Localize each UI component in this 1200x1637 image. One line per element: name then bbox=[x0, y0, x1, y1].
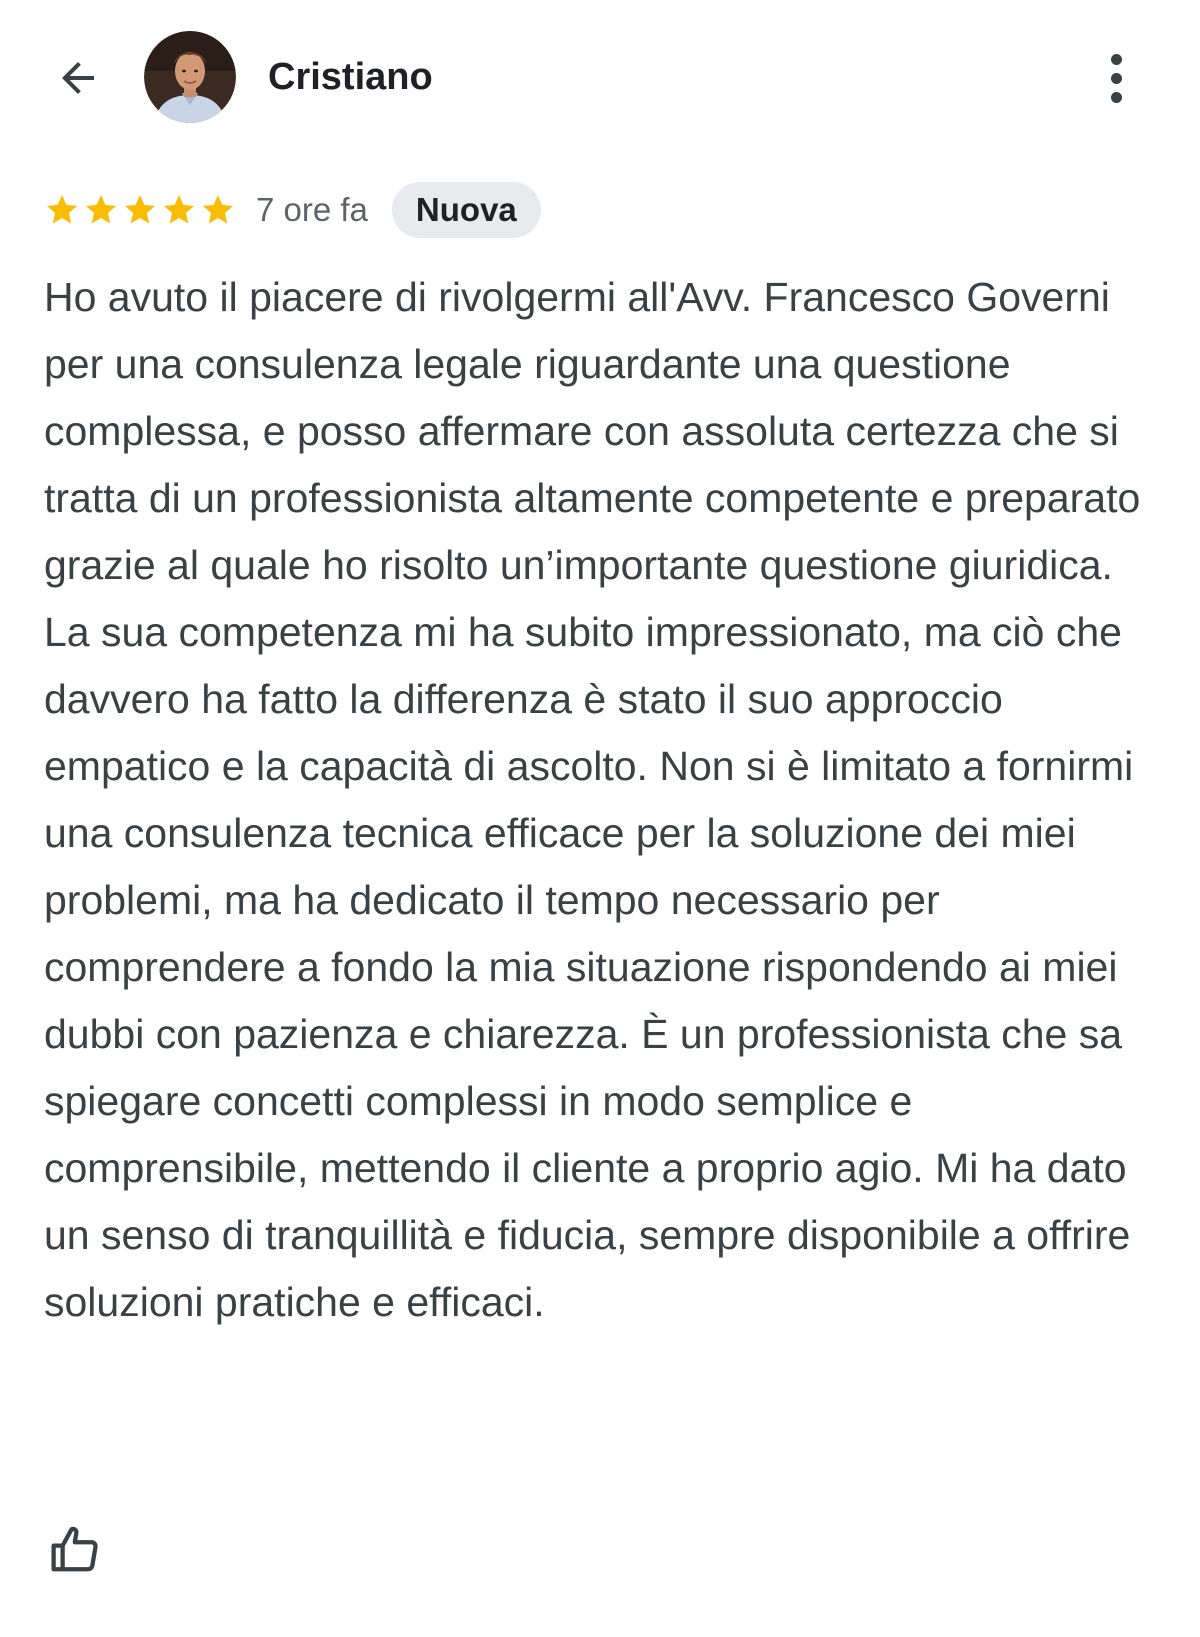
star-icon bbox=[44, 192, 80, 228]
review-time: 7 ore fa bbox=[256, 191, 368, 228]
review-text: Ho avuto il piacere di rivolgermi all'Avv. Francesco Governi per una consulenza legale riguardante una questione complessa, e posso affermare con assoluta certezza che si tratta di un professionista altamente competente e preparato grazie al quale ho risolto un’importante questione giuridica. La sua competenza mi ha subito impressionato, ma ciò che davvero ha fatto la differenza è stato il suo approccio empatico e la capacità di ascolto. Non si è limitato a fornirmi una consulenza tecnica efficace per la soluzione dei miei problemi, ma ha dedicato il tempo necessario per comprendere a fondo la mia situazione rispondendo ai miei dubbi con pazienza e chiarezza. È un professionista che sa spiegare concetti complessi in modo semplice e comprensibile, mettendo il cliente a proprio agio. Mi ha dato un senso di tranquillità e fiducia, sempre disponibile a offrire soluzioni pratiche e efficaci. bbox=[44, 274, 1141, 1325]
user-avatar-photo bbox=[144, 31, 236, 123]
star-icon bbox=[200, 192, 236, 228]
more-vertical-icon-dot bbox=[1111, 92, 1122, 103]
star-rating bbox=[44, 192, 236, 228]
more-vertical-icon-dot bbox=[1111, 73, 1122, 84]
review-meta bbox=[44, 180, 541, 240]
new-badge: Nuova bbox=[392, 182, 541, 238]
star-icon bbox=[83, 192, 119, 228]
more-vertical-icon bbox=[1111, 54, 1122, 65]
star-icon bbox=[161, 192, 197, 228]
avatar[interactable] bbox=[144, 31, 236, 123]
back-button[interactable] bbox=[50, 50, 106, 106]
author-name[interactable]: Cristiano bbox=[268, 56, 433, 98]
more-options-button[interactable] bbox=[1090, 46, 1142, 110]
thumbs-up-icon bbox=[48, 1522, 102, 1576]
like-button[interactable] bbox=[42, 1516, 108, 1582]
review-header bbox=[0, 0, 1200, 150]
star-icon bbox=[122, 192, 158, 228]
arrow-left-icon bbox=[54, 54, 102, 102]
